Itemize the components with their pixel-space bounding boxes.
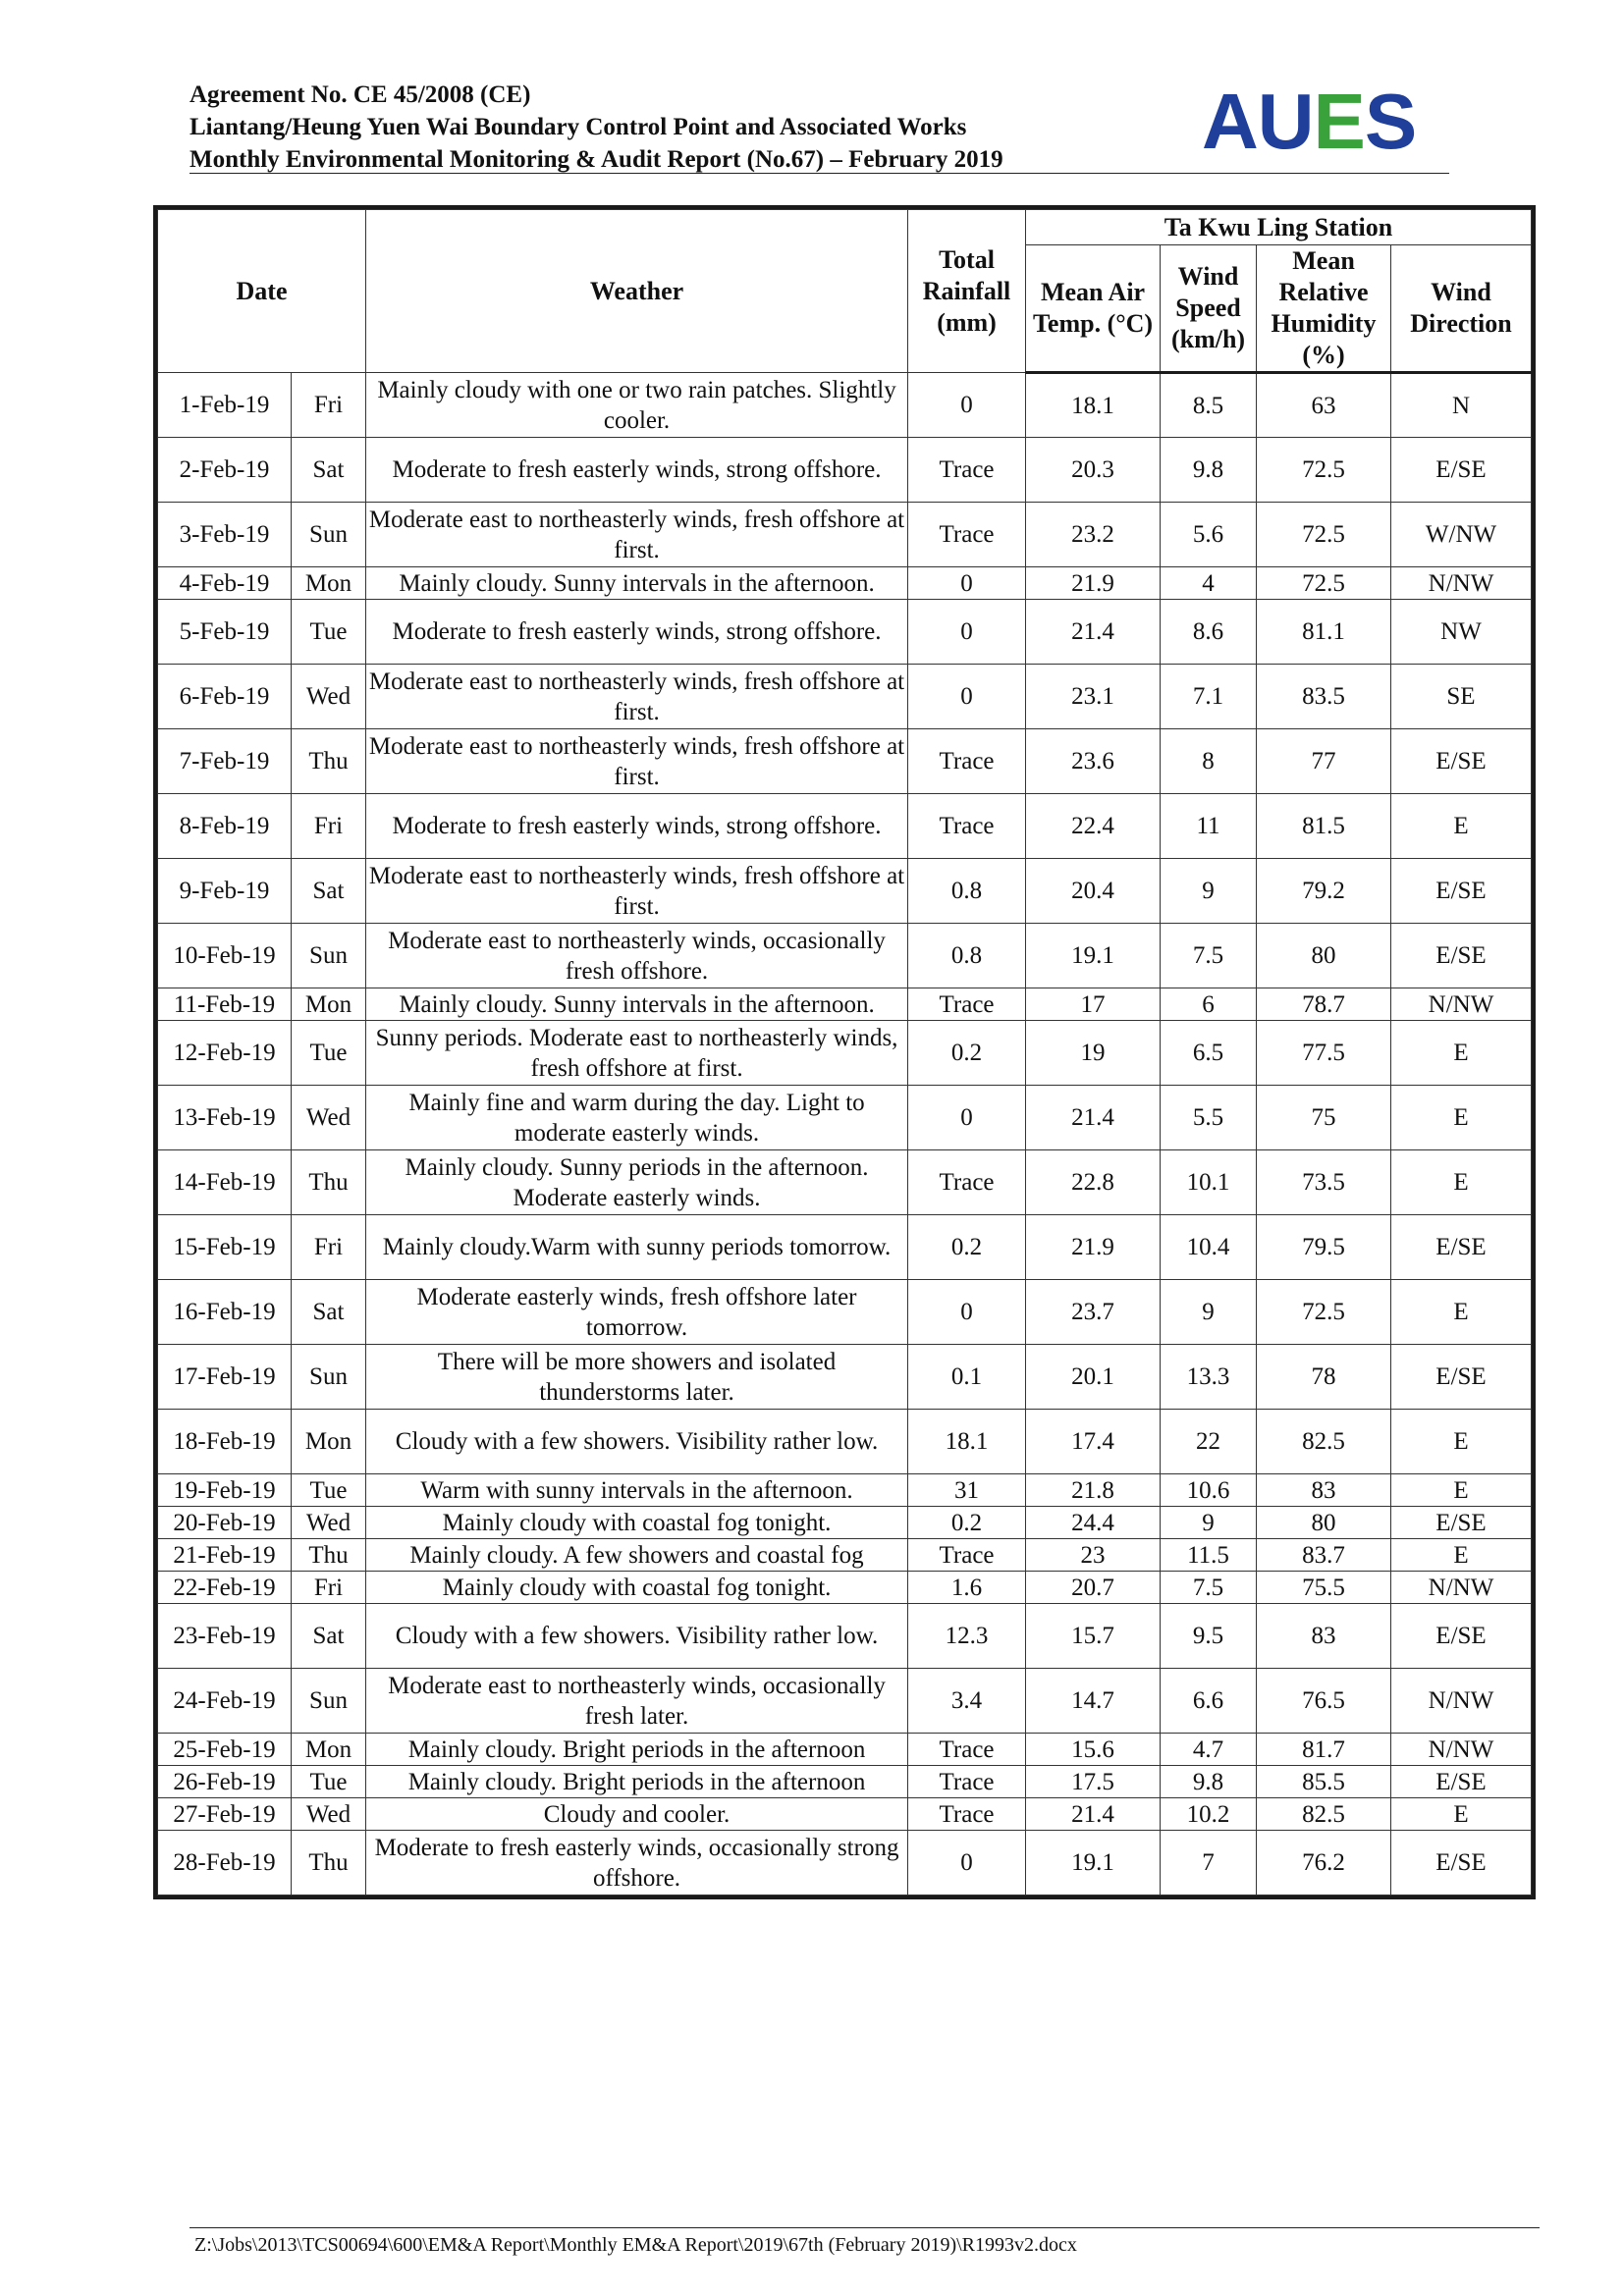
rainfall-cell: 0	[908, 1831, 1026, 1896]
day-cell: Fri	[292, 373, 366, 438]
date-cell: 20-Feb-19	[158, 1507, 292, 1539]
wind-speed-cell: 10.6	[1161, 1474, 1257, 1507]
temp-cell: 24.4	[1026, 1507, 1161, 1539]
rainfall-cell: 0.2	[908, 1215, 1026, 1280]
rainfall-cell: 0	[908, 1280, 1026, 1345]
table-row	[158, 1280, 1532, 1345]
date-cell: 25-Feb-19	[158, 1734, 292, 1766]
report-title: Monthly Environmental Monitoring & Audit Report (No.67) – February 2019	[189, 146, 1003, 173]
header-rainfall: Total Rainfall (mm)	[908, 210, 1026, 373]
date-cell: 17-Feb-19	[158, 1345, 292, 1410]
wind-speed-cell: 6.6	[1161, 1669, 1257, 1734]
wind-direction-cell: E	[1391, 1539, 1532, 1572]
wind-speed-cell: 8.6	[1161, 600, 1257, 665]
header-weather: Weather	[366, 210, 908, 373]
wind-direction-cell: E/SE	[1391, 438, 1532, 503]
humidity-cell: 82.5	[1257, 1410, 1391, 1474]
date-cell: 2-Feb-19	[158, 438, 292, 503]
date-cell: 16-Feb-19	[158, 1280, 292, 1345]
temp-cell: 21.4	[1026, 1798, 1161, 1831]
humidity-cell: 83	[1257, 1604, 1391, 1669]
rainfall-cell: 12.3	[908, 1604, 1026, 1669]
date-cell: 5-Feb-19	[158, 600, 292, 665]
wind-speed-cell: 7.5	[1161, 924, 1257, 988]
date-cell: 9-Feb-19	[158, 859, 292, 924]
humidity-cell: 82.5	[1257, 1798, 1391, 1831]
weather-cell: Moderate to fresh easterly winds, strong offshore.	[366, 438, 908, 503]
weather-table-body	[158, 373, 1532, 1896]
day-cell: Thu	[292, 729, 366, 794]
wind-speed-cell: 6.5	[1161, 1021, 1257, 1086]
date-cell: 26-Feb-19	[158, 1766, 292, 1798]
rainfall-cell: Trace	[908, 1766, 1026, 1798]
humidity-cell: 76.5	[1257, 1669, 1391, 1734]
rainfall-cell: 31	[908, 1474, 1026, 1507]
wind-speed-cell: 6	[1161, 988, 1257, 1021]
temp-cell: 19	[1026, 1021, 1161, 1086]
wind-speed-cell: 5.6	[1161, 503, 1257, 567]
humidity-cell: 73.5	[1257, 1150, 1391, 1215]
table-row	[158, 503, 1532, 567]
weather-cell: Moderate easterly winds, fresh offshore later tomorrow.	[366, 1280, 908, 1345]
wind-speed-cell: 7.5	[1161, 1572, 1257, 1604]
humidity-cell: 80	[1257, 1507, 1391, 1539]
humidity-cell: 77.5	[1257, 1021, 1391, 1086]
humidity-cell: 63	[1257, 373, 1391, 438]
humidity-cell: 83	[1257, 1474, 1391, 1507]
wind-direction-cell: N/NW	[1391, 1734, 1532, 1766]
wind-speed-cell: 11	[1161, 794, 1257, 859]
rainfall-cell: 0.2	[908, 1021, 1026, 1086]
day-cell: Sat	[292, 438, 366, 503]
weather-cell: Moderate to fresh easterly winds, occasionally strong offshore.	[366, 1831, 908, 1896]
table-row	[158, 1410, 1532, 1474]
weather-table	[157, 209, 1532, 1896]
wind-direction-cell: N	[1391, 373, 1532, 438]
rainfall-cell: 0	[908, 373, 1026, 438]
wind-speed-cell: 8	[1161, 729, 1257, 794]
table-row	[158, 1572, 1532, 1604]
wind-speed-cell: 9	[1161, 859, 1257, 924]
table-row	[158, 1507, 1532, 1539]
date-cell: 7-Feb-19	[158, 729, 292, 794]
humidity-cell: 78.7	[1257, 988, 1391, 1021]
day-cell: Wed	[292, 1086, 366, 1150]
project-title: Liantang/Heung Yuen Wai Boundary Control Point and Associated Works	[189, 114, 967, 140]
header-station: Ta Kwu Ling Station	[1026, 210, 1532, 245]
day-cell: Sun	[292, 1345, 366, 1410]
table-row	[158, 1474, 1532, 1507]
rainfall-cell: 0	[908, 567, 1026, 600]
weather-cell: Warm with sunny intervals in the afternoon.	[366, 1474, 908, 1507]
rainfall-cell: Trace	[908, 1798, 1026, 1831]
temp-cell: 15.7	[1026, 1604, 1161, 1669]
humidity-cell: 81.1	[1257, 600, 1391, 665]
humidity-cell: 83.5	[1257, 665, 1391, 729]
wind-direction-cell: N/NW	[1391, 1669, 1532, 1734]
wind-direction-cell: N/NW	[1391, 988, 1532, 1021]
day-cell: Fri	[292, 1572, 366, 1604]
temp-cell: 20.1	[1026, 1345, 1161, 1410]
day-cell: Thu	[292, 1831, 366, 1896]
table-row	[158, 665, 1532, 729]
rainfall-cell: 0	[908, 600, 1026, 665]
weather-cell: Moderate east to northeasterly winds, fresh offshore at first.	[366, 729, 908, 794]
wind-direction-cell: E	[1391, 1021, 1532, 1086]
weather-cell: Mainly cloudy. A few showers and coastal fog	[366, 1539, 908, 1572]
header-date: Date	[158, 210, 366, 373]
date-cell: 8-Feb-19	[158, 794, 292, 859]
humidity-cell: 72.5	[1257, 503, 1391, 567]
day-cell: Tue	[292, 600, 366, 665]
date-cell: 19-Feb-19	[158, 1474, 292, 1507]
weather-cell: Mainly fine and warm during the day. Light to moderate easterly winds.	[366, 1086, 908, 1150]
date-cell: 28-Feb-19	[158, 1831, 292, 1896]
temp-cell: 22.8	[1026, 1150, 1161, 1215]
humidity-cell: 72.5	[1257, 567, 1391, 600]
humidity-cell: 83.7	[1257, 1539, 1391, 1572]
table-row	[158, 1021, 1532, 1086]
rainfall-cell: 1.6	[908, 1572, 1026, 1604]
wind-direction-cell: E/SE	[1391, 1604, 1532, 1669]
wind-direction-cell: NW	[1391, 600, 1532, 665]
wind-speed-cell: 10.1	[1161, 1150, 1257, 1215]
rainfall-cell: Trace	[908, 503, 1026, 567]
wind-speed-cell: 4.7	[1161, 1734, 1257, 1766]
rainfall-cell: Trace	[908, 988, 1026, 1021]
day-cell: Sat	[292, 1280, 366, 1345]
file-path: Z:\Jobs\2013\TCS00694\600\EM&A Report\Monthly EM&A Report\2019\67th (February 2019)\R1993v2.docx	[194, 2234, 1077, 2256]
wind-direction-cell: E/SE	[1391, 1507, 1532, 1539]
temp-cell: 23.7	[1026, 1280, 1161, 1345]
day-cell: Tue	[292, 1766, 366, 1798]
temp-cell: 17	[1026, 988, 1161, 1021]
header-divider	[189, 173, 1449, 174]
weather-cell: Mainly cloudy. Sunny intervals in the afternoon.	[366, 988, 908, 1021]
date-cell: 21-Feb-19	[158, 1539, 292, 1572]
date-cell: 18-Feb-19	[158, 1410, 292, 1474]
humidity-cell: 79.2	[1257, 859, 1391, 924]
wind-speed-cell: 10.4	[1161, 1215, 1257, 1280]
temp-cell: 21.9	[1026, 1215, 1161, 1280]
date-cell: 10-Feb-19	[158, 924, 292, 988]
day-cell: Fri	[292, 794, 366, 859]
day-cell: Mon	[292, 1734, 366, 1766]
wind-direction-cell: E/SE	[1391, 1831, 1532, 1896]
day-cell: Sat	[292, 859, 366, 924]
table-row	[158, 1539, 1532, 1572]
humidity-cell: 78	[1257, 1345, 1391, 1410]
table-row	[158, 1604, 1532, 1669]
table-row	[158, 600, 1532, 665]
humidity-cell: 77	[1257, 729, 1391, 794]
wind-speed-cell: 11.5	[1161, 1539, 1257, 1572]
wind-direction-cell: E	[1391, 794, 1532, 859]
wind-direction-cell: E/SE	[1391, 729, 1532, 794]
weather-cell: Moderate east to northeasterly winds, fresh offshore at first.	[366, 859, 908, 924]
date-cell: 23-Feb-19	[158, 1604, 292, 1669]
temp-cell: 20.7	[1026, 1572, 1161, 1604]
temp-cell: 17.4	[1026, 1410, 1161, 1474]
table-row	[158, 1150, 1532, 1215]
wind-direction-cell: N/NW	[1391, 1572, 1532, 1604]
weather-cell: Mainly cloudy with one or two rain patches. Slightly cooler.	[366, 373, 908, 438]
weather-cell: There will be more showers and isolated thunderstorms later.	[366, 1345, 908, 1410]
wind-direction-cell: E/SE	[1391, 859, 1532, 924]
rainfall-cell: 0.8	[908, 924, 1026, 988]
humidity-cell: 75	[1257, 1086, 1391, 1150]
temp-cell: 23.6	[1026, 729, 1161, 794]
day-cell: Mon	[292, 988, 366, 1021]
wind-direction-cell: W/NW	[1391, 503, 1532, 567]
wind-speed-cell: 8.5	[1161, 373, 1257, 438]
weather-cell: Cloudy with a few showers. Visibility rather low.	[366, 1410, 908, 1474]
table-row	[158, 794, 1532, 859]
humidity-cell: 72.5	[1257, 438, 1391, 503]
rainfall-cell: Trace	[908, 438, 1026, 503]
agreement-number: Agreement No. CE 45/2008 (CE)	[189, 81, 531, 108]
wind-speed-cell: 5.5	[1161, 1086, 1257, 1150]
weather-cell: Moderate to fresh easterly winds, strong offshore.	[366, 794, 908, 859]
table-row	[158, 1086, 1532, 1150]
weather-cell: Moderate east to northeasterly winds, fresh offshore at first.	[366, 665, 908, 729]
day-cell: Mon	[292, 567, 366, 600]
day-cell: Sun	[292, 924, 366, 988]
rainfall-cell: Trace	[908, 1539, 1026, 1572]
weather-cell: Mainly cloudy with coastal fog tonight.	[366, 1507, 908, 1539]
weather-cell: Mainly cloudy. Sunny periods in the afternoon. Moderate easterly winds.	[366, 1150, 908, 1215]
rainfall-cell: Trace	[908, 1734, 1026, 1766]
day-cell: Fri	[292, 1215, 366, 1280]
rainfall-cell: 3.4	[908, 1669, 1026, 1734]
header-temp: Mean Air Temp. (°C)	[1026, 245, 1161, 373]
weather-cell: Cloudy and cooler.	[366, 1798, 908, 1831]
temp-cell: 20.4	[1026, 859, 1161, 924]
rainfall-cell: 0.2	[908, 1507, 1026, 1539]
humidity-cell: 81.5	[1257, 794, 1391, 859]
temp-cell: 21.4	[1026, 600, 1161, 665]
rainfall-cell: 0.8	[908, 859, 1026, 924]
wind-speed-cell: 9	[1161, 1280, 1257, 1345]
humidity-cell: 72.5	[1257, 1280, 1391, 1345]
table-row	[158, 1798, 1532, 1831]
header-wind-speed: Wind Speed (km/h)	[1161, 245, 1257, 373]
weather-cell: Mainly cloudy. Bright periods in the afternoon	[366, 1734, 908, 1766]
temp-cell: 22.4	[1026, 794, 1161, 859]
wind-direction-cell: E/SE	[1391, 1766, 1532, 1798]
day-cell: Sun	[292, 1669, 366, 1734]
day-cell: Thu	[292, 1539, 366, 1572]
temp-cell: 15.6	[1026, 1734, 1161, 1766]
table-row	[158, 1669, 1532, 1734]
header-wind-direction: Wind Direction	[1391, 245, 1532, 373]
wind-direction-cell: SE	[1391, 665, 1532, 729]
day-cell: Sat	[292, 1604, 366, 1669]
date-cell: 22-Feb-19	[158, 1572, 292, 1604]
wind-direction-cell: E/SE	[1391, 1215, 1532, 1280]
table-row	[158, 729, 1532, 794]
day-cell: Tue	[292, 1021, 366, 1086]
date-cell: 11-Feb-19	[158, 988, 292, 1021]
weather-cell: Moderate east to northeasterly winds, occasionally fresh later.	[366, 1669, 908, 1734]
weather-cell: Mainly cloudy with coastal fog tonight.	[366, 1572, 908, 1604]
humidity-cell: 81.7	[1257, 1734, 1391, 1766]
day-cell: Sun	[292, 503, 366, 567]
wind-speed-cell: 4	[1161, 567, 1257, 600]
rainfall-cell: Trace	[908, 794, 1026, 859]
date-cell: 15-Feb-19	[158, 1215, 292, 1280]
temp-cell: 20.3	[1026, 438, 1161, 503]
footer-divider	[189, 2227, 1540, 2228]
wind-speed-cell: 9.5	[1161, 1604, 1257, 1669]
day-cell: Tue	[292, 1474, 366, 1507]
temp-cell: 23	[1026, 1539, 1161, 1572]
weather-cell: Mainly cloudy. Sunny intervals in the afternoon.	[366, 567, 908, 600]
wind-direction-cell: E/SE	[1391, 1345, 1532, 1410]
wind-direction-cell: E	[1391, 1280, 1532, 1345]
day-cell: Mon	[292, 1410, 366, 1474]
temp-cell: 19.1	[1026, 1831, 1161, 1896]
temp-cell: 14.7	[1026, 1669, 1161, 1734]
wind-direction-cell: N/NW	[1391, 567, 1532, 600]
wind-speed-cell: 9.8	[1161, 438, 1257, 503]
humidity-cell: 76.2	[1257, 1831, 1391, 1896]
aues-logo: AUES	[1202, 78, 1417, 165]
date-cell: 27-Feb-19	[158, 1798, 292, 1831]
header-humidity: Mean Relative Humidity (%)	[1257, 245, 1391, 373]
weather-table-frame	[154, 206, 1535, 1898]
rainfall-cell: 0.1	[908, 1345, 1026, 1410]
weather-cell: Moderate east to northeasterly winds, occasionally fresh offshore.	[366, 924, 908, 988]
weather-cell: Moderate east to northeasterly winds, fresh offshore at first.	[366, 503, 908, 567]
date-cell: 13-Feb-19	[158, 1086, 292, 1150]
date-cell: 4-Feb-19	[158, 567, 292, 600]
temp-cell: 17.5	[1026, 1766, 1161, 1798]
date-cell: 6-Feb-19	[158, 665, 292, 729]
temp-cell: 23.1	[1026, 665, 1161, 729]
temp-cell: 23.2	[1026, 503, 1161, 567]
table-row	[158, 438, 1532, 503]
day-cell: Wed	[292, 1507, 366, 1539]
table-row	[158, 1766, 1532, 1798]
table-row	[158, 1345, 1532, 1410]
humidity-cell: 85.5	[1257, 1766, 1391, 1798]
rainfall-cell: 0	[908, 665, 1026, 729]
wind-speed-cell: 10.2	[1161, 1798, 1257, 1831]
humidity-cell: 79.5	[1257, 1215, 1391, 1280]
day-cell: Wed	[292, 665, 366, 729]
temp-cell: 19.1	[1026, 924, 1161, 988]
rainfall-cell: 18.1	[908, 1410, 1026, 1474]
wind-direction-cell: E/SE	[1391, 924, 1532, 988]
humidity-cell: 80	[1257, 924, 1391, 988]
wind-direction-cell: E	[1391, 1150, 1532, 1215]
wind-speed-cell: 13.3	[1161, 1345, 1257, 1410]
date-cell: 3-Feb-19	[158, 503, 292, 567]
day-cell: Wed	[292, 1798, 366, 1831]
rainfall-cell: Trace	[908, 729, 1026, 794]
wind-speed-cell: 9.8	[1161, 1766, 1257, 1798]
date-cell: 24-Feb-19	[158, 1669, 292, 1734]
temp-cell: 21.8	[1026, 1474, 1161, 1507]
weather-cell: Mainly cloudy.Warm with sunny periods tomorrow.	[366, 1215, 908, 1280]
temp-cell: 21.9	[1026, 567, 1161, 600]
temp-cell: 18.1	[1026, 373, 1161, 438]
weather-cell: Moderate to fresh easterly winds, strong offshore.	[366, 600, 908, 665]
table-row	[158, 988, 1532, 1021]
humidity-cell: 75.5	[1257, 1572, 1391, 1604]
weather-cell: Cloudy with a few showers. Visibility rather low.	[366, 1604, 908, 1669]
day-cell: Thu	[292, 1150, 366, 1215]
rainfall-cell: 0	[908, 1086, 1026, 1150]
date-cell: 12-Feb-19	[158, 1021, 292, 1086]
wind-direction-cell: E	[1391, 1474, 1532, 1507]
wind-speed-cell: 22	[1161, 1410, 1257, 1474]
wind-speed-cell: 7	[1161, 1831, 1257, 1896]
table-row	[158, 1831, 1532, 1896]
date-cell: 1-Feb-19	[158, 373, 292, 438]
date-cell: 14-Feb-19	[158, 1150, 292, 1215]
table-row	[158, 859, 1532, 924]
table-row	[158, 373, 1532, 438]
table-row	[158, 924, 1532, 988]
table-row	[158, 567, 1532, 600]
wind-direction-cell: E	[1391, 1086, 1532, 1150]
wind-direction-cell: E	[1391, 1410, 1532, 1474]
table-row	[158, 1215, 1532, 1280]
weather-cell: Mainly cloudy. Bright periods in the afternoon	[366, 1766, 908, 1798]
temp-cell: 21.4	[1026, 1086, 1161, 1150]
table-row	[158, 1734, 1532, 1766]
wind-speed-cell: 7.1	[1161, 665, 1257, 729]
wind-direction-cell: E	[1391, 1798, 1532, 1831]
weather-cell: Sunny periods. Moderate east to northeasterly winds, fresh offshore at first.	[366, 1021, 908, 1086]
rainfall-cell: Trace	[908, 1150, 1026, 1215]
wind-speed-cell: 9	[1161, 1507, 1257, 1539]
